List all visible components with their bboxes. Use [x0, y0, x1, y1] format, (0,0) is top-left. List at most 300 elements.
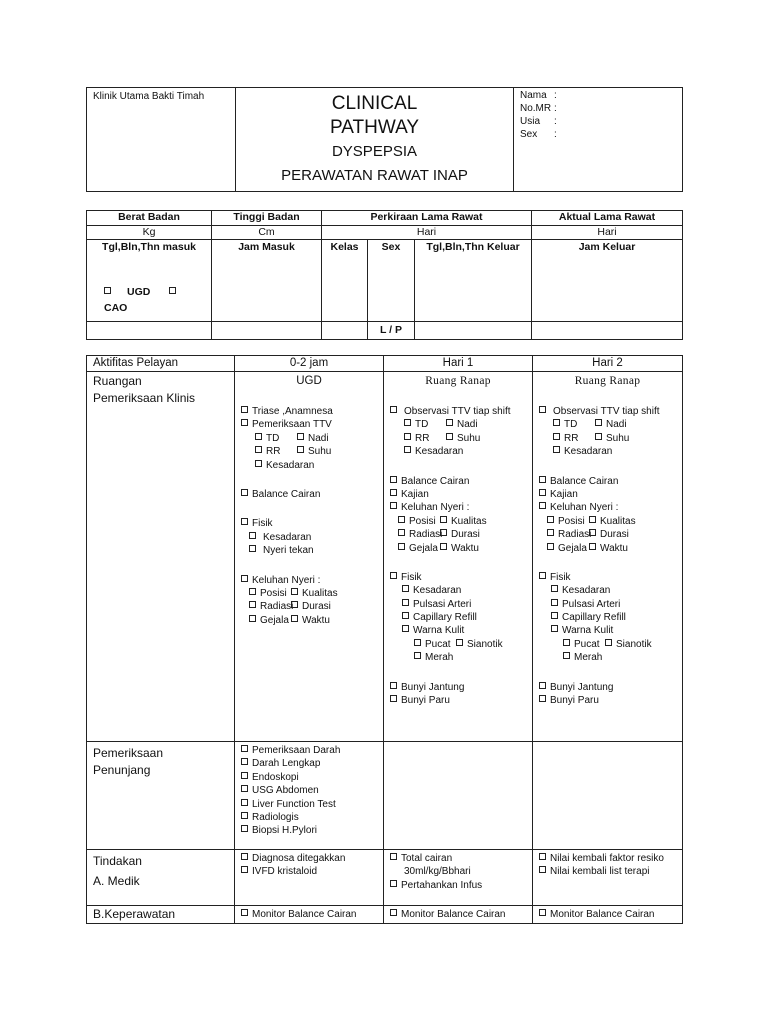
- checklist-option[interactable]: [404, 418, 446, 431]
- checklist-option[interactable]: [440, 515, 487, 528]
- checkbox-icon: [547, 516, 554, 523]
- checklist-option[interactable]: [249, 600, 294, 613]
- checkbox-icon: [241, 799, 248, 806]
- checklist-pair[interactable]: [390, 515, 532, 528]
- checkbox-icon: [255, 433, 262, 440]
- checklist-label: Observasi TTV tiap shift: [553, 406, 660, 417]
- checklist-item[interactable]: [390, 879, 532, 892]
- entry-time-value[interactable]: [212, 322, 322, 340]
- checklist-label: Radiasi: [260, 601, 294, 613]
- checklist-item[interactable]: [539, 852, 682, 865]
- class-cell: [322, 240, 368, 322]
- checklist-item[interactable]: [241, 811, 383, 824]
- label-cell: [87, 850, 235, 906]
- checklist-label: Pucat: [425, 638, 451, 650]
- checklist-label: TD: [266, 432, 280, 444]
- checklist-item[interactable]: [241, 531, 383, 544]
- checklist-label: Kualitas: [451, 515, 487, 527]
- checklist-item[interactable]: [390, 475, 532, 488]
- checkbox-icon: [547, 543, 554, 550]
- checklist-option[interactable]: [589, 515, 636, 528]
- checklist-label: Durasi: [302, 601, 331, 613]
- checkbox-icon: [456, 639, 463, 646]
- patient-field-label: Usia: [520, 116, 541, 127]
- patient-field-nama[interactable]: [520, 89, 682, 102]
- checkbox-icon: [414, 652, 421, 659]
- checkbox-icon: [291, 588, 298, 595]
- checklist-label: Sianotik: [616, 638, 652, 650]
- checklist-item[interactable]: [241, 757, 383, 770]
- checklist-pair[interactable]: [241, 587, 383, 600]
- checkbox-icon: [241, 853, 248, 860]
- checklist-item[interactable]: [241, 459, 383, 472]
- checklist: [384, 850, 532, 892]
- checklist-item[interactable]: [390, 611, 532, 624]
- checkbox-icon: [398, 543, 405, 550]
- checkbox-icon: [241, 758, 248, 765]
- checklist-label: Monitor Balance Cairan: [401, 909, 506, 920]
- checkbox-icon: [402, 599, 409, 606]
- checklist-label: Kesadaran: [562, 585, 611, 597]
- checkbox-icon: [404, 446, 411, 453]
- checklist-pair[interactable]: [539, 638, 682, 651]
- checkbox-icon: [390, 406, 397, 413]
- checkbox-icon: [390, 695, 397, 702]
- checkbox-icon: [255, 460, 262, 467]
- checklist-option[interactable]: [440, 542, 479, 555]
- checkbox-icon: [414, 639, 421, 646]
- checkbox-icon: [446, 433, 453, 440]
- checklist-label: RR: [415, 432, 430, 444]
- col-header-day2: Hari 2: [533, 356, 683, 372]
- actual-stay-unit: Hari: [532, 226, 683, 240]
- checklist-item[interactable]: [539, 908, 682, 921]
- checklist-label: Balance Cairan: [550, 475, 619, 487]
- entry-date-value[interactable]: [87, 322, 212, 340]
- checkbox-icon: [249, 545, 256, 552]
- checklist-label: Fisik: [401, 571, 422, 583]
- checklist-option[interactable]: [553, 418, 595, 431]
- checklist-label: Nyeri tekan: [263, 545, 314, 557]
- label-penunjang: Penunjang: [93, 763, 151, 777]
- checklist-item[interactable]: [241, 405, 383, 418]
- day2-cell: [533, 850, 683, 906]
- checklist-item[interactable]: [241, 574, 383, 587]
- checklist-pair[interactable]: [241, 445, 383, 458]
- entry-time-cell: [212, 240, 322, 322]
- checkbox-icon: [249, 601, 256, 608]
- checklist-option[interactable]: [595, 418, 627, 431]
- checkbox-icon: [241, 745, 248, 752]
- col-header-day1: Hari 1: [384, 356, 533, 372]
- checklist-label: Kesadaran: [413, 585, 462, 597]
- checkbox-icon: [241, 772, 248, 779]
- checklist-pair[interactable]: [241, 614, 383, 627]
- checklist-pair[interactable]: [539, 515, 682, 528]
- col-header-activity: Aktifitas Pelayan: [87, 356, 235, 372]
- checklist-item[interactable]: [241, 865, 383, 878]
- checklist-item[interactable]: [539, 651, 682, 664]
- checklist-item[interactable]: [539, 571, 682, 584]
- day1-cell: [384, 742, 533, 850]
- checklist-item[interactable]: [390, 694, 532, 707]
- checklist-item[interactable]: [241, 744, 383, 757]
- class-value[interactable]: [322, 322, 368, 340]
- sex-cell: [368, 240, 415, 322]
- checklist-item[interactable]: [539, 694, 682, 707]
- checklist-label: Warna Kulit: [562, 625, 614, 637]
- checklist-pair[interactable]: [390, 542, 532, 555]
- checklist-label: Nadi: [308, 432, 329, 444]
- checklist-label: Kesadaran: [564, 446, 613, 458]
- checklist-option[interactable]: [595, 432, 629, 445]
- checklist: [384, 742, 532, 744]
- checklist-option[interactable]: [249, 587, 291, 600]
- checklist-option[interactable]: [547, 542, 589, 555]
- checkbox-icon: [547, 529, 554, 536]
- section-label: [87, 850, 234, 890]
- checklist-label: Gejala: [409, 542, 438, 554]
- checklist-item[interactable]: [241, 517, 383, 530]
- label-keperawatan: B.Keperawatan: [93, 907, 176, 921]
- checklist-item[interactable]: [241, 852, 383, 865]
- checklist-label: Suhu: [457, 432, 481, 444]
- row-nursing: [87, 906, 683, 924]
- checklist: [533, 850, 682, 879]
- checklist-label: Waktu: [451, 542, 479, 554]
- title-care-type: PERAWATAN RAWAT INAP: [281, 167, 468, 184]
- section-label: [87, 372, 234, 407]
- label-pemeriksaan: Pemeriksaan: [93, 746, 164, 760]
- checklist-item[interactable]: [539, 501, 682, 514]
- checkbox-icon: [390, 489, 397, 496]
- checkbox-icon: [390, 853, 397, 860]
- checkbox-icon: [539, 406, 546, 413]
- height-header: Tinggi Badan: [212, 211, 322, 226]
- checklist-label: Warna Kulit: [413, 625, 465, 637]
- checklist-pair[interactable]: [390, 528, 532, 541]
- title-cell: [236, 88, 514, 192]
- checklist-pair[interactable]: [539, 418, 682, 431]
- checklist-pair[interactable]: [390, 432, 532, 445]
- checklist-item[interactable]: [241, 418, 383, 431]
- room-ranap-day1: Ruang Ranap: [425, 375, 491, 387]
- checkbox-icon: [241, 825, 248, 832]
- weight-unit: Kg: [87, 226, 212, 240]
- checkbox-icon: [241, 785, 248, 792]
- checklist-item[interactable]: [539, 405, 682, 418]
- checklist-label: RR: [564, 432, 579, 444]
- checklist-label: Gejala: [558, 542, 587, 554]
- exit-time-label: Jam Keluar: [578, 241, 636, 253]
- sex-options: L / P: [380, 324, 402, 336]
- ugd-cell: [235, 850, 384, 906]
- checklist-item[interactable]: [539, 475, 682, 488]
- checkbox-icon: [539, 853, 546, 860]
- checkbox-icon: [291, 615, 298, 622]
- checklist-option[interactable]: [553, 432, 595, 445]
- sex-value[interactable]: [368, 322, 415, 340]
- estimated-stay-unit: Hari: [322, 226, 532, 240]
- checklist-item[interactable]: [390, 624, 532, 637]
- checklist-item[interactable]: [241, 824, 383, 837]
- title-pathway: PATHWAY: [329, 117, 420, 138]
- checklist: [384, 403, 532, 707]
- checklist-option[interactable]: [605, 638, 652, 651]
- checkbox-icon: [539, 489, 546, 496]
- checkbox-icon: [539, 476, 546, 483]
- patient-field-sex[interactable]: [520, 128, 682, 141]
- checkbox-icon: [605, 639, 612, 646]
- checklist-label: TD: [564, 419, 578, 431]
- ugd-cell: [235, 906, 384, 924]
- checkbox-icon: [169, 287, 176, 294]
- checklist-label: Merah: [574, 652, 603, 664]
- checklist-label: Suhu: [308, 446, 332, 458]
- clinic-name: Klinik Utama Bakti Timah: [93, 91, 205, 102]
- checklist: [235, 742, 383, 838]
- checkbox-icon: [563, 639, 570, 646]
- checklist: [235, 403, 383, 627]
- checklist-option[interactable]: [297, 432, 329, 445]
- checklist-item[interactable]: [390, 571, 532, 584]
- checklist-label: Endoskopi: [252, 771, 299, 783]
- checklist-label: Merah: [425, 652, 454, 664]
- checkbox-icon: [551, 625, 558, 632]
- checklist-label: Durasi: [451, 529, 480, 541]
- checklist-label: Radiasi: [409, 529, 443, 541]
- checkbox-icon: [446, 419, 453, 426]
- exit-time-value[interactable]: [532, 322, 683, 340]
- checklist-item[interactable]: [539, 611, 682, 624]
- row-clinical-exam: [87, 372, 683, 742]
- checklist-item[interactable]: [539, 865, 682, 878]
- checklist-option[interactable]: [404, 432, 446, 445]
- row-supporting-exam: [87, 742, 683, 850]
- checkbox-icon: [297, 446, 304, 453]
- checkbox-icon: [440, 543, 447, 550]
- checkbox-icon: [241, 866, 248, 873]
- checklist-pair[interactable]: [241, 432, 383, 445]
- checkbox-icon: [390, 572, 397, 579]
- checklist-item[interactable]: [241, 771, 383, 784]
- checkbox-icon: [297, 433, 304, 440]
- checklist-pair[interactable]: [539, 432, 682, 445]
- checklist-label: Kesadaran: [266, 459, 315, 471]
- checklist-label: Bunyi Paru: [401, 695, 450, 707]
- checklist-label: Waktu: [302, 614, 330, 626]
- checklist-label: Pertahankan Infus: [401, 879, 483, 891]
- checkbox-icon: [551, 612, 558, 619]
- checklist-label: Triase ,Anamnesa: [252, 406, 333, 417]
- checklist-pair[interactable]: [241, 600, 383, 613]
- checklist-label: Nadi: [606, 419, 627, 431]
- checklist-option[interactable]: [291, 614, 330, 627]
- checklist: [235, 906, 383, 921]
- checkbox-icon: [539, 682, 546, 689]
- checklist-option[interactable]: [249, 614, 291, 627]
- checklist-pair[interactable]: [539, 528, 682, 541]
- checklist-option[interactable]: [398, 542, 440, 555]
- checklist-label: Durasi: [600, 529, 629, 541]
- checklist-item[interactable]: [241, 908, 383, 921]
- checklist: [235, 850, 383, 879]
- checklist-item[interactable]: [390, 488, 532, 501]
- exit-date-value[interactable]: [415, 322, 532, 340]
- checklist-item[interactable]: [241, 488, 383, 501]
- checkbox-icon: [404, 419, 411, 426]
- checklist: [384, 906, 532, 921]
- weight-header: Berat Badan: [87, 211, 212, 226]
- checkbox-icon: [539, 572, 546, 579]
- checklist-label: Nilai kembali faktor resiko: [550, 853, 664, 864]
- checklist-label: Monitor Balance Cairan: [252, 909, 357, 920]
- exit-date-cell: [415, 240, 532, 322]
- checklist-option[interactable]: [547, 528, 592, 541]
- checklist-item[interactable]: [390, 681, 532, 694]
- checklist-item[interactable]: [390, 501, 532, 514]
- title-clinical: CLINICAL: [331, 93, 418, 114]
- checklist-label: Nadi: [457, 419, 478, 431]
- day2-cell: [533, 906, 683, 924]
- checkbox-icon: [249, 615, 256, 622]
- patient-field-label: Sex: [520, 129, 538, 140]
- room-ranap-day2: Ruang Ranap: [574, 375, 641, 387]
- checkbox-icon: [589, 543, 596, 550]
- checklist-item[interactable]: [241, 544, 383, 557]
- clinic-cell: [87, 88, 236, 192]
- checkbox-icon: [553, 446, 560, 453]
- checklist-label: IVFD kristaloid: [252, 866, 318, 878]
- checkbox-icon: [539, 866, 546, 873]
- checklist-option[interactable]: [297, 445, 331, 458]
- checkbox-icon: [595, 433, 602, 440]
- checklist-label: Pemeriksaan TTV: [252, 419, 332, 431]
- checklist-option[interactable]: [589, 528, 629, 541]
- checklist-option[interactable]: [446, 418, 478, 431]
- patient-field-label: Nama: [520, 90, 547, 101]
- checklist-option[interactable]: [414, 638, 456, 651]
- checklist-item[interactable]: [390, 865, 532, 878]
- checkbox-icon: [291, 601, 298, 608]
- checklist-label: Posisi: [409, 515, 436, 527]
- checkbox-icon: [390, 880, 397, 887]
- col-header-0-2h: 0-2 jam: [235, 356, 384, 372]
- checklist-option[interactable]: [440, 528, 480, 541]
- checklist-item[interactable]: [539, 584, 682, 597]
- checkbox-icon: [104, 287, 111, 294]
- checklist-item[interactable]: [539, 488, 682, 501]
- actual-stay-header: Aktual Lama Rawat: [532, 211, 683, 226]
- checklist-item[interactable]: [390, 405, 532, 418]
- checkbox-icon: [241, 575, 248, 582]
- checklist-item[interactable]: [390, 651, 532, 664]
- checklist-item[interactable]: [539, 598, 682, 611]
- checklist-label: TD: [415, 419, 429, 431]
- checkbox-icon: [241, 489, 248, 496]
- checkbox-icon: [255, 446, 262, 453]
- checklist-label: 30ml/kg/Bbhari: [404, 866, 471, 878]
- checklist-label: Waktu: [600, 542, 628, 554]
- checkbox-icon: [553, 433, 560, 440]
- day2-cell: [533, 372, 683, 742]
- checklist-item[interactable]: [241, 798, 383, 811]
- checklist-item[interactable]: [241, 784, 383, 797]
- checklist-option[interactable]: [563, 638, 605, 651]
- checkbox-icon: [402, 612, 409, 619]
- checkbox-icon: [249, 532, 256, 539]
- checklist-label: Capillary Refill: [562, 612, 626, 624]
- checklist-label: Darah Lengkap: [252, 758, 321, 770]
- patient-field-usia[interactable]: [520, 115, 682, 128]
- checklist-item[interactable]: [390, 445, 532, 458]
- checklist-label: Bunyi Jantung: [550, 681, 614, 693]
- checkbox-icon: [402, 585, 409, 592]
- checkbox-icon: [553, 419, 560, 426]
- checkbox-icon: [241, 909, 248, 916]
- checklist-item[interactable]: [390, 598, 532, 611]
- checklist-option[interactable]: [398, 528, 443, 541]
- checkbox-icon: [398, 529, 405, 536]
- day1-cell: [384, 372, 533, 742]
- checklist-item[interactable]: [390, 908, 532, 921]
- checklist-option[interactable]: [291, 587, 338, 600]
- checklist-option[interactable]: [547, 515, 589, 528]
- checkbox-icon: [563, 652, 570, 659]
- checklist-item[interactable]: [539, 445, 682, 458]
- checklist-label: Liver Function Test: [252, 798, 336, 810]
- checklist-label: Keluhan Nyeri :: [252, 574, 321, 586]
- checklist-label: Kajian: [401, 488, 429, 500]
- day1-cell: [384, 850, 533, 906]
- patient-field-nomr[interactable]: [520, 102, 682, 115]
- checklist-label: Sianotik: [467, 638, 503, 650]
- height-unit: Cm: [212, 226, 322, 240]
- checkbox-icon: [398, 516, 405, 523]
- checklist-label: Kualitas: [302, 587, 338, 599]
- checklist-option[interactable]: [446, 432, 480, 445]
- checklist-item[interactable]: [390, 852, 532, 865]
- checklist-pair[interactable]: [539, 542, 682, 555]
- entry-options: [87, 284, 211, 314]
- checklist-option[interactable]: [456, 638, 503, 651]
- row-medical-action: [87, 850, 683, 906]
- option-ugd[interactable]: [104, 286, 150, 298]
- checklist-option[interactable]: [291, 600, 331, 613]
- checklist-item[interactable]: [539, 624, 682, 637]
- checklist-item[interactable]: [390, 584, 532, 597]
- checklist-option[interactable]: [398, 515, 440, 528]
- checklist-option[interactable]: [255, 432, 297, 445]
- checkbox-icon: [390, 682, 397, 689]
- patient-field-separator: :: [554, 116, 557, 127]
- checklist-pair[interactable]: [390, 638, 532, 651]
- checklist-label: Bunyi Paru: [550, 695, 599, 707]
- checklist-option[interactable]: [589, 542, 628, 555]
- checklist-pair[interactable]: [390, 418, 532, 431]
- checklist-label: Bunyi Jantung: [401, 681, 465, 693]
- label-cell: [87, 906, 235, 924]
- label-clinical-exam: Pemeriksaan Klinis: [93, 391, 196, 405]
- checkbox-icon: [390, 502, 397, 509]
- patient-field-separator: :: [554, 129, 557, 140]
- checklist-label: Diagnosa ditegakkan: [252, 853, 346, 864]
- checklist-option[interactable]: [255, 445, 297, 458]
- checklist-label: Observasi TTV tiap shift: [404, 406, 511, 417]
- checklist-item[interactable]: [539, 681, 682, 694]
- checkbox-icon: [589, 516, 596, 523]
- label-cell: [87, 372, 235, 742]
